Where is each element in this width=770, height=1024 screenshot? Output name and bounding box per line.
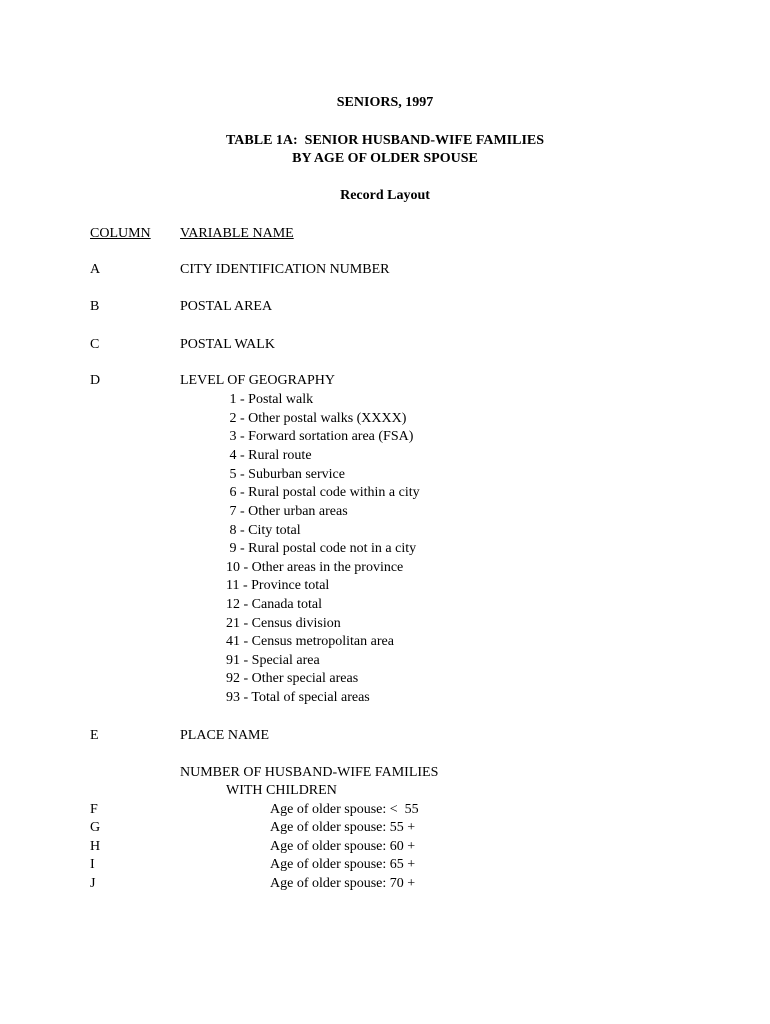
row-column-letter: J xyxy=(90,876,96,891)
row-column-letter: B xyxy=(90,299,100,314)
age-row-label: Age of older spouse: 65 + xyxy=(270,857,416,872)
row-column-letter: F xyxy=(90,802,98,817)
age-row-label: Age of older spouse: 70 + xyxy=(270,876,416,891)
variable-name-header: VARIABLE NAME xyxy=(180,226,294,241)
age-row-label: Age of older spouse: 60 + xyxy=(270,839,416,854)
row-column-letter: I xyxy=(90,857,95,872)
geography-level-item: 3 - Forward sortation area (FSA) xyxy=(226,429,414,444)
geography-level-item: 4 - Rural route xyxy=(226,448,312,463)
column-header: COLUMN xyxy=(90,226,151,241)
geography-level-item: 2 - Other postal walks (XXXX) xyxy=(226,411,407,426)
row-column-letter: G xyxy=(90,820,101,835)
geography-level-item: 8 - City total xyxy=(226,523,301,538)
table-title-line-2: BY AGE OF OLDER SPOUSE xyxy=(292,151,478,166)
row-column-letter: H xyxy=(90,839,101,854)
geography-level-item: 6 - Rural postal code within a city xyxy=(226,485,420,500)
row-column-letter: E xyxy=(90,728,99,743)
row-variable-name: CITY IDENTIFICATION NUMBER xyxy=(180,262,390,277)
geography-level-item: 91 - Special area xyxy=(226,653,320,668)
geography-level-item: 9 - Rural postal code not in a city xyxy=(226,541,417,556)
geography-level-item: 7 - Other urban areas xyxy=(226,504,348,519)
document-title: SENIORS, 1997 xyxy=(336,95,434,110)
row-variable-name: PLACE NAME xyxy=(180,728,270,743)
geography-level-item: 1 - Postal walk xyxy=(226,392,314,407)
row-variable-name: POSTAL WALK xyxy=(180,337,275,352)
geography-level-item: 21 - Census division xyxy=(226,616,341,631)
families-heading-line-2: WITH CHILDREN xyxy=(226,783,337,798)
geography-level-item: 92 - Other special areas xyxy=(226,671,359,686)
table-title-line-1: TABLE 1A: SENIOR HUSBAND-WIFE FAMILIES xyxy=(225,133,545,148)
geography-level-item: 11 - Province total xyxy=(226,578,330,593)
row-column-letter: D xyxy=(90,373,101,388)
geography-level-item: 93 - Total of special areas xyxy=(226,690,370,705)
age-row-label: Age of older spouse: < 55 xyxy=(270,802,419,817)
row-variable-name: POSTAL AREA xyxy=(180,299,273,314)
record-layout-subtitle: Record Layout xyxy=(340,188,430,203)
geography-level-item: 10 - Other areas in the province xyxy=(226,560,404,575)
age-row-label: Age of older spouse: 55 + xyxy=(270,820,416,835)
row-variable-name: LEVEL OF GEOGRAPHY xyxy=(180,373,336,388)
families-heading-line-1: NUMBER OF HUSBAND-WIFE FAMILIES xyxy=(180,765,439,780)
row-column-letter: C xyxy=(90,337,100,352)
row-column-letter: A xyxy=(90,262,101,277)
geography-level-item: 5 - Suburban service xyxy=(226,467,345,482)
geography-level-item: 41 - Census metropolitan area xyxy=(226,634,394,649)
geography-level-item: 12 - Canada total xyxy=(226,597,323,612)
